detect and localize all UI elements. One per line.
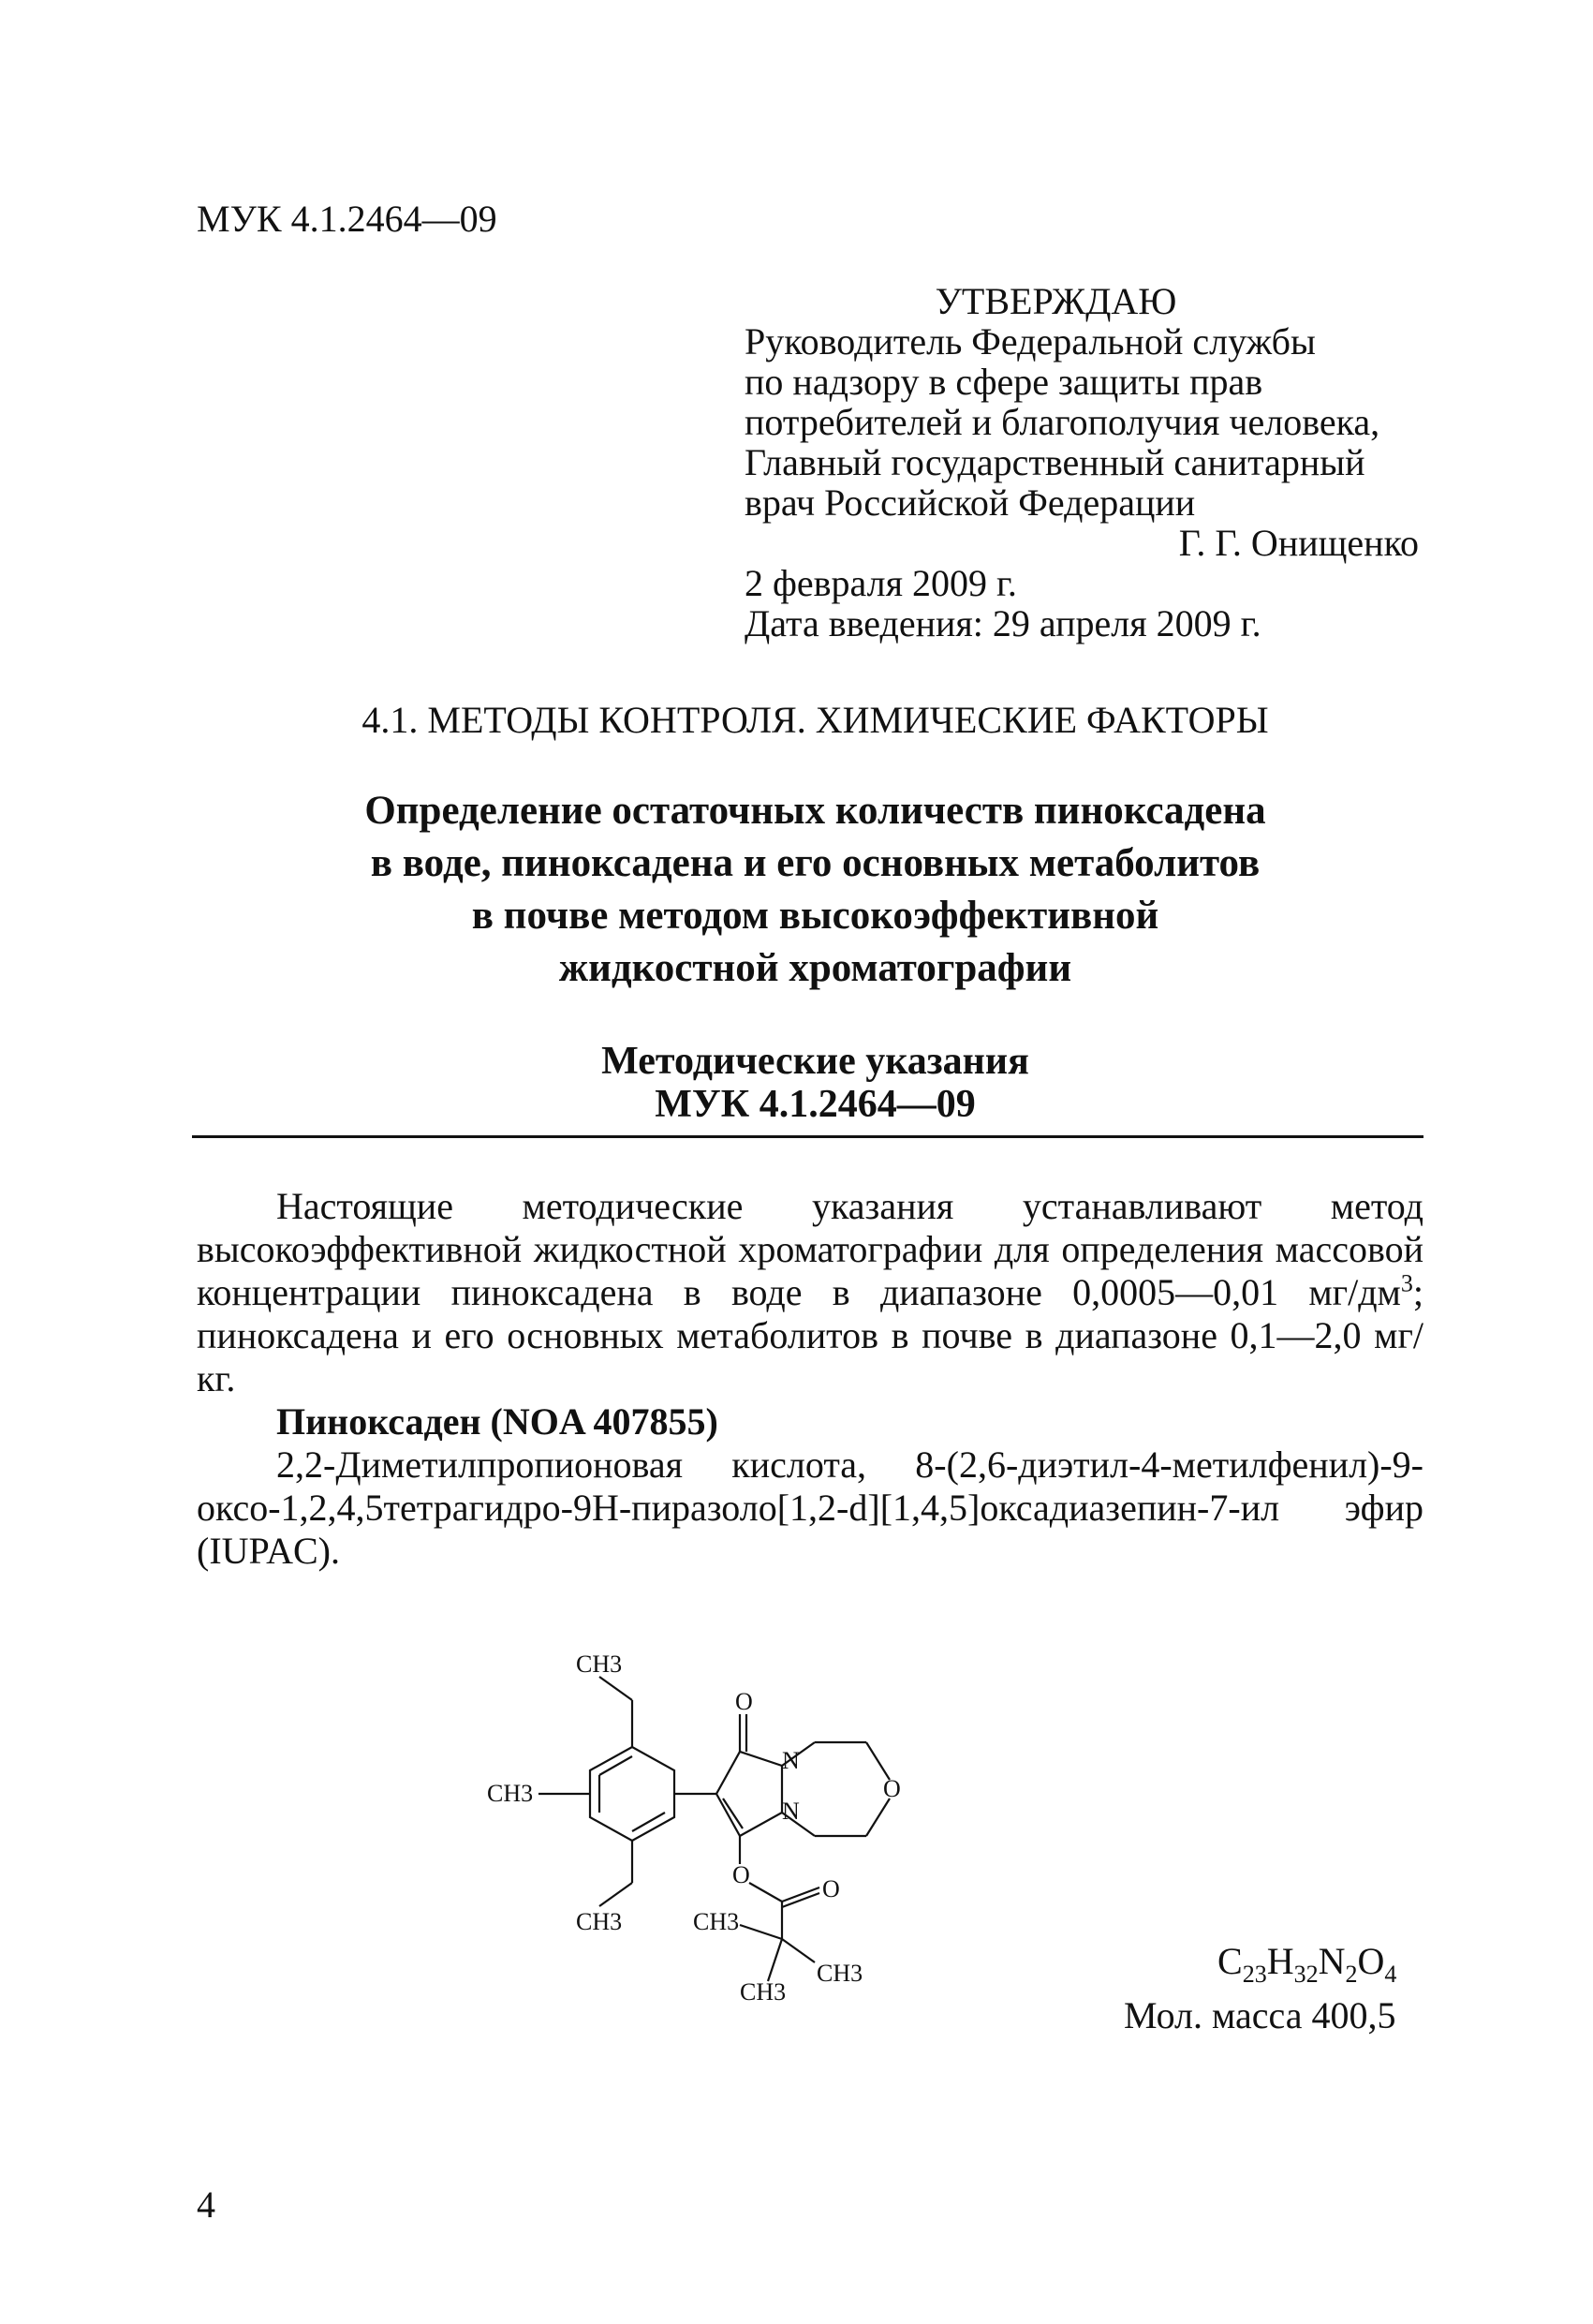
superscript: 3	[1400, 1269, 1413, 1297]
intro-text-end: ; пиноксадена и его основных метаболитов в почве в диапазоне 0,1—2,0 мг/кг.	[197, 1271, 1423, 1399]
molecular-formula	[1217, 1939, 1397, 1988]
molecular-mass: Мол. масса 400,5	[1124, 1994, 1396, 2036]
o-label: O	[732, 1861, 750, 1888]
ch3-label: CH3	[740, 1978, 787, 2005]
formula-element: H	[1266, 1940, 1294, 1982]
document-title	[0, 785, 1593, 995]
approval-heading: УТВЕРЖДАЮ	[935, 280, 1177, 322]
divider	[192, 1135, 1423, 1138]
compound-heading: Пиноксаден (NOA 407855)	[276, 1400, 718, 1443]
ch3-label: CH3	[576, 1908, 623, 1935]
ch3-label: CH3	[693, 1908, 740, 1935]
o-label: O	[735, 1688, 753, 1715]
subtitle-code: МУК 4.1.2464—09	[655, 1083, 976, 1126]
structural-formula	[468, 1611, 955, 2005]
iupac-name: 2,2-Диметилпропионовая кислота, 8-(2,6-диэтил-4-метилфенил)-9-оксо-1,2,4,5тетрагидро-9Н-пиразоло[1,2-d][1,4,5]оксадиазепин-7-ил эфир (IUPAC).	[197, 1443, 1423, 1572]
ch3-label: CH3	[576, 1650, 623, 1678]
o-label: O	[822, 1875, 840, 1902]
approval-date: 2 февраля 2009 г.	[745, 562, 1017, 604]
approval-line: врач Российской Федерации	[745, 481, 1196, 524]
formula-element: N	[1318, 1940, 1346, 1982]
document-code: МУК 4.1.2464—09	[197, 198, 497, 240]
n-label: N	[782, 1747, 800, 1774]
formula-element: C	[1217, 1940, 1243, 1982]
o-label: O	[883, 1775, 901, 1802]
intro-text: Настоящие методические указания устанавливают метод высокоэффективной жидкостной хроматографии для определения массовой концентрации пиноксадена в воде в диапазоне 0,0005—0,01 мг/дм	[197, 1185, 1423, 1313]
approval-line: по надзору в сфере защиты прав	[745, 361, 1263, 403]
formula-count: 2	[1345, 1961, 1358, 1988]
intro-paragraph	[197, 1185, 1423, 1400]
section-heading: 4.1. МЕТОДЫ КОНТРОЛЯ. ХИМИЧЕСКИЕ ФАКТОРЫ	[361, 699, 1269, 741]
title-line: в почве методом высокоэффективной	[471, 894, 1159, 938]
formula-count: 32	[1293, 1961, 1319, 1988]
formula-count: 23	[1242, 1961, 1267, 1988]
approval-block	[745, 281, 1419, 644]
title-line: Определение остаточных количеств пиноксадена	[364, 789, 1266, 833]
approval-line: Руководитель Федеральной службы	[745, 320, 1316, 363]
formula-count: 4	[1384, 1961, 1397, 1988]
title-line: в воде, пиноксадена и его основных метаболитов	[370, 841, 1261, 885]
ch3-label: CH3	[487, 1780, 534, 1807]
effective-date: Дата введения: 29 апреля 2009 г.	[745, 602, 1261, 644]
signatory-name: Г. Г. Онищенко	[1178, 522, 1419, 564]
approval-line: потребителей и благополучия человека,	[745, 401, 1380, 443]
formula-element: O	[1357, 1940, 1385, 1982]
ch3-label: CH3	[817, 1960, 863, 1987]
approval-line: Главный государственный санитарный	[745, 441, 1365, 483]
n-label: N	[782, 1798, 800, 1825]
document-body	[197, 1185, 1423, 1573]
title-line: жидкостной хроматографии	[558, 946, 1072, 990]
page-number: 4	[197, 2183, 215, 2226]
subtitle-line: Методические указания	[601, 1040, 1029, 1083]
document-subtitle	[0, 1040, 1593, 1126]
